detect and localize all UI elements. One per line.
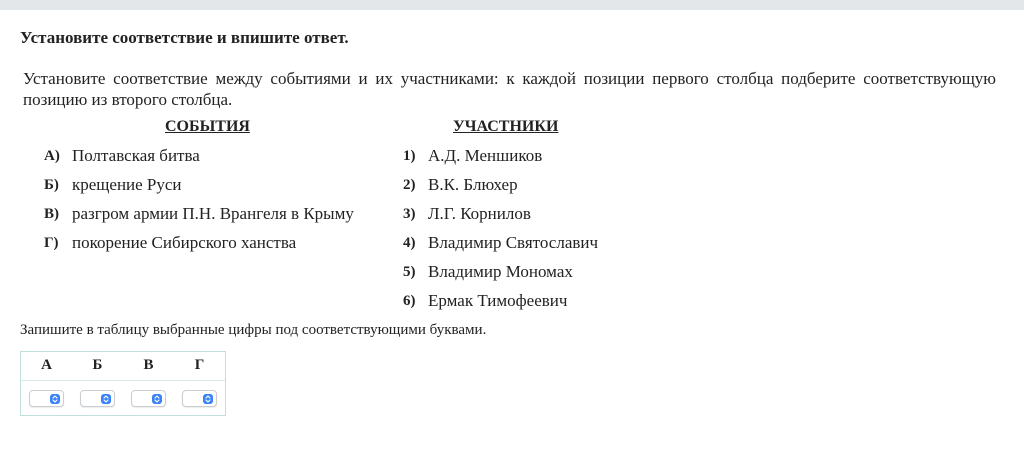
answer-instruction: Запишите в таблицу выбранные цифры под соответствующими буквами. bbox=[20, 322, 487, 338]
participant-text: В.К. Блюхер bbox=[428, 175, 518, 194]
participant-marker: 6) bbox=[403, 293, 416, 309]
answer-letter: Г bbox=[194, 357, 205, 373]
answer-cell-b bbox=[72, 352, 123, 415]
participant-text: А.Д. Меншиков bbox=[428, 146, 543, 165]
answer-letter: А bbox=[41, 357, 52, 373]
answer-cell-a bbox=[21, 352, 72, 415]
participant-marker: 4) bbox=[403, 235, 416, 251]
participant-text: Владимир Святославич bbox=[428, 233, 599, 252]
participant-text: Владимир Мономах bbox=[428, 262, 573, 281]
select-arrows-icon bbox=[50, 394, 60, 404]
participant-text: Ермак Тимофеевич bbox=[428, 291, 568, 310]
answer-select-v-control[interactable] bbox=[131, 390, 166, 407]
answer-select-b-control[interactable] bbox=[80, 390, 115, 407]
answer-cell-v bbox=[123, 352, 174, 415]
answer-letter: В bbox=[143, 357, 154, 373]
task-heading: Установите соответствие и впишите ответ. bbox=[20, 28, 349, 47]
answer-select-a-control[interactable] bbox=[29, 390, 64, 407]
answer-select-g-control[interactable] bbox=[182, 390, 217, 407]
select-arrows-icon bbox=[152, 394, 162, 404]
answer-letter: Б bbox=[92, 357, 103, 373]
question-text: Установите соответствие между событиями и их участниками: к каждой позиции первого столбца подберите соответствующую позицию из второго столбца. bbox=[23, 69, 996, 109]
participants-column-header: УЧАСТНИКИ bbox=[453, 118, 559, 135]
event-text: покорение Сибирского ханства bbox=[72, 233, 297, 252]
answer-cell-g bbox=[174, 352, 225, 415]
participant-text: Л.Г. Корнилов bbox=[428, 204, 531, 223]
event-marker: Б) bbox=[44, 177, 59, 193]
event-marker: В) bbox=[44, 206, 59, 222]
participant-marker: 3) bbox=[403, 206, 416, 222]
event-text: разгром армии П.Н. Врангеля в Крыму bbox=[72, 204, 354, 223]
select-arrows-icon bbox=[203, 394, 213, 404]
event-text: крещение Руси bbox=[72, 175, 182, 194]
participant-marker: 2) bbox=[403, 177, 416, 193]
top-bar bbox=[0, 0, 1024, 10]
participant-marker: 1) bbox=[403, 148, 416, 164]
event-marker: Г) bbox=[44, 235, 59, 251]
select-arrows-icon bbox=[101, 394, 111, 404]
event-text: Полтавская битва bbox=[72, 146, 200, 165]
events-column-header: СОБЫТИЯ bbox=[165, 118, 250, 135]
answer-table bbox=[20, 351, 226, 416]
event-marker: А) bbox=[44, 148, 60, 164]
participant-marker: 5) bbox=[403, 264, 416, 280]
